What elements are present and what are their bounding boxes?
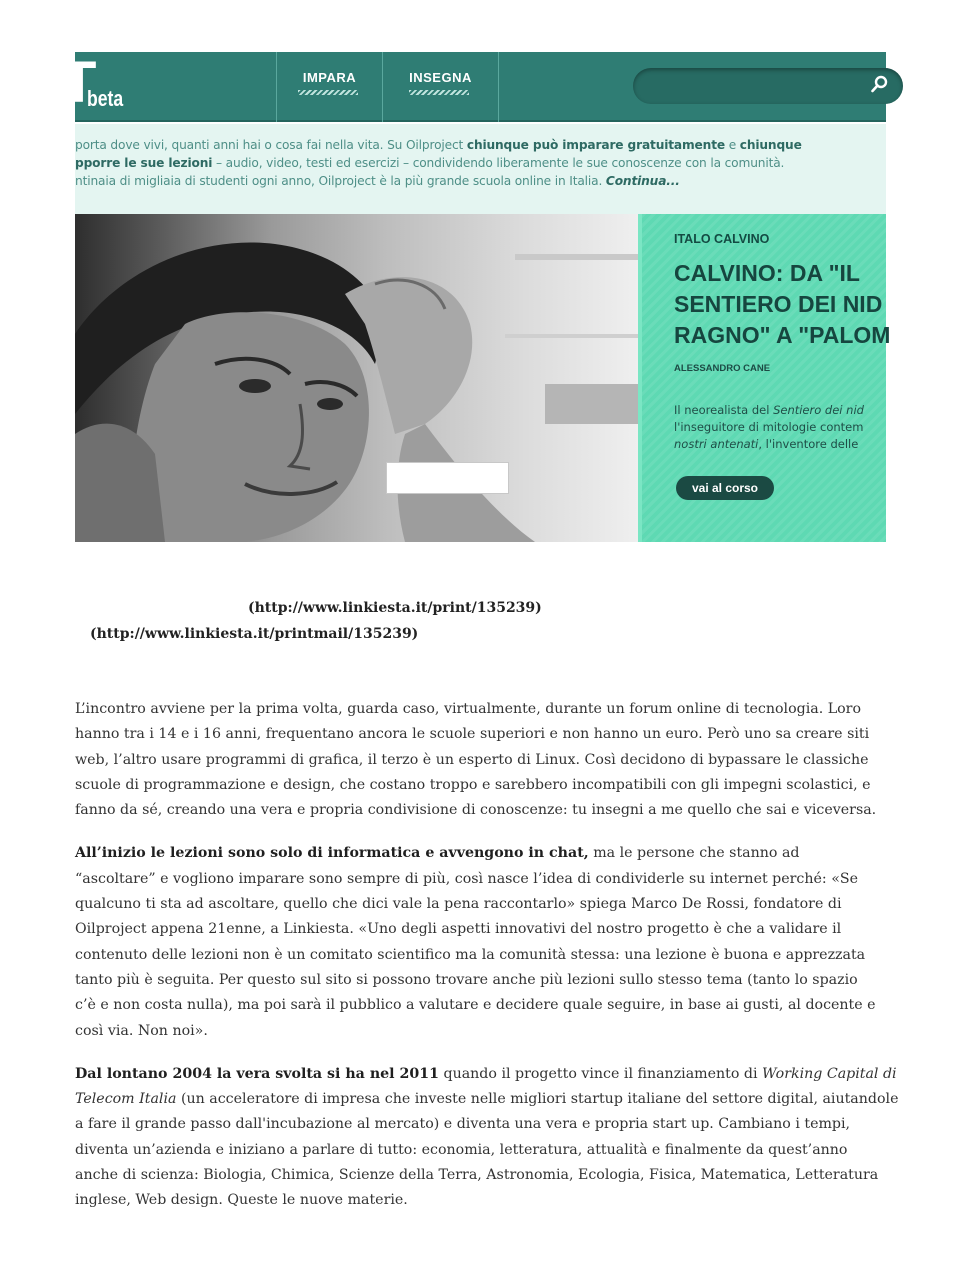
nav-wave-decoration [298,90,358,95]
printmail-link[interactable]: (http://www.linkiesta.it/printmail/135239) [90,626,419,642]
search-icon[interactable] [871,75,889,93]
article-paragraph-2: All’inizio le lezioni sono solo di informatica e avvengono in chat, ma le persone che stanno ad “ascoltare” e vogliono imparare sono sempre di più, così nasce l’idea di condividerle su internet perché: «Se qualcuno ti sta ad ascoltare, quello che dici vale la pena raccontarlo» spiega Marco De Rossi, fondatore di Oilproject appena 21enne, a Linkiesta. «Uno degli aspetti innovativi del nostro progetto è che a validare il contenuto delle lezioni non è un comitato scientifico ma la comunità stessa: una lezione è buona e apprezzata tanto più è seguita. Per questo sul sito si possono trovare anche più lezioni sullo stesso tema (tanto lo spazio c’è e non costa nulla), ma poi sarà il pubblico a valutare e decidere quale seguire, in base ai gusti, al docente e così via. Non noi». [75,845,876,1039]
portrait-illustration [75,214,638,542]
intro-line-2: pporre le sue lezioni – audio, video, testi ed esercizi – condividendo liberamente le sue conoscenze con la comunità. [75,156,785,170]
continua-link[interactable]: Continua... [605,174,680,188]
article-paragraph-3: Dal lontano 2004 la vera svolta si ha nel 2011 quando il progetto vince il finanziamento di Working Capital di Telecom Italia (un acceleratore di impresa che investe nelle migliori startup italiane del settore digital, aiutandole a fare il grande passo dall'incubazione al mercato) e diventa una vera e propria start up. Cambiano i tempi, diventa un’azienda e iniziano a parlare di tutto: economia, letteratura, attualità e finalmente da quest’anno anche di scienza: Biologia, Chimica, Scienze della Terra, Astronomia, Ecologia, Fisica, Matematica, Letteratura inglese, Web design. Queste le nuove materie. [75,1065,899,1209]
logo-beta: beta [87,86,124,111]
intro-banner [75,124,886,214]
course-author[interactable]: ALESSANDRO CANE [674,363,771,374]
nav-impara-label: IMPARA [302,70,357,85]
site-logo [61,50,277,122]
nav-insegna[interactable] [383,52,499,122]
nav-insegna-label: INSEGNA [409,70,472,85]
article-body [75,697,899,1232]
nav-impara[interactable] [277,52,383,122]
intro-line-3: ntinaia di migliaia di studenti ogni anno, Oilproject è la più grande scuola online in Italia. Continua... [75,174,680,188]
search-input[interactable] [633,68,903,104]
vai-al-corso-button[interactable]: vai al corso [676,476,774,500]
course-kicker: ITALO CALVINO [674,232,770,246]
course-card [638,214,891,542]
article-paragraph-1: L’incontro avviene per la prima volta, guarda caso, virtualmente, durante un forum online di tecnologia. Loro hanno tra i 14 e i 16 anni, frequentano ancora le scuole superiori e non hanno un euro. Però uno sa creare siti web, l’altro usare programmi di grafica, il terzo è un esperto di Linux. Così decidono di bypassare le classiche scuole di programmazione e design, che costano troppo e sarebbero incompatibili con gli impegni scolastici, e fanno da sé, creando una vera e propria condivisione di conoscenze: tu insegni a me quello che sai e viceversa. [75,701,877,819]
author-photo [75,214,638,542]
print-link[interactable]: (http://www.linkiesta.it/print/135239) [248,600,542,616]
intro-line-1: porta dove vivi, quanti anni hai o cosa fai nella vita. Su Oilproject chiunque può imparare gratuitamente e chiunque [75,138,802,152]
logo-letter: T [61,50,97,115]
nav-wave-decoration [409,90,469,95]
course-description: Il neorealista del Sentiero dei nid l'inseguitore di mitologie contem nostri antenati, l'inventore delle [674,403,864,451]
white-placeholder-box [386,462,509,494]
featured-course [75,214,891,542]
site-header-bar [61,50,886,122]
oilproject-screenshot [61,50,891,542]
course-title[interactable]: CALVINO: DA "IL SENTIERO DEI NID RAGNO" A "PALOM [674,260,891,348]
